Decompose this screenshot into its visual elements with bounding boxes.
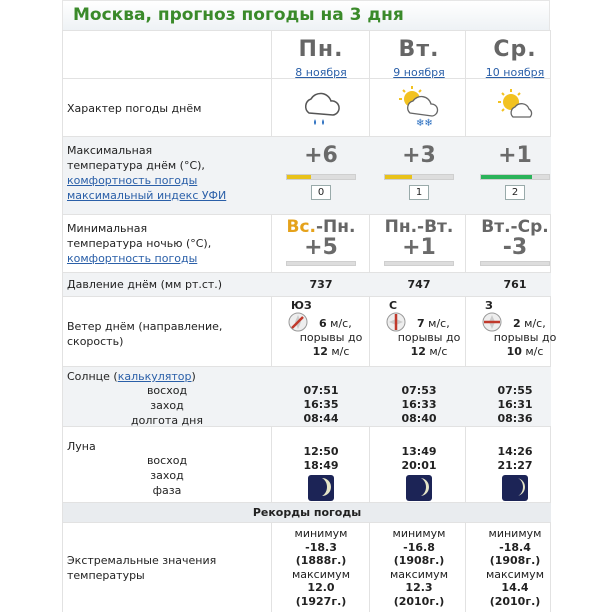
gusts-label: порывы до: [299, 331, 363, 344]
min-record-value: -18.4: [499, 540, 531, 554]
moonrise-time: 12:50: [303, 445, 339, 458]
row-label: [67, 319, 222, 349]
wind-unit: м/с,: [330, 317, 352, 330]
day-name: Вт.: [398, 37, 440, 62]
day-header: [273, 37, 369, 79]
max-record-label: максимум: [486, 567, 544, 581]
wind-speed-value: 2: [513, 317, 521, 330]
min-record-value: -18.3: [305, 540, 337, 554]
day-date-link[interactable]: 10 ноября: [485, 66, 545, 79]
row-label: [67, 143, 226, 203]
max-record-year: (2010г.): [393, 594, 445, 608]
comfort-link[interactable]: комфортность погоды: [67, 252, 198, 265]
max-record-value: 12.3: [405, 581, 433, 594]
uvi-badge: 2: [505, 185, 525, 200]
wind-direction: З: [485, 299, 493, 312]
gusts-unit: м/с: [525, 345, 544, 358]
records-row: [63, 522, 551, 612]
label-line: температура днём (°С),: [67, 159, 205, 172]
pressure-value: 737: [309, 278, 333, 291]
gusts-unit: м/с: [331, 345, 350, 358]
label-line: Максимальная: [67, 144, 153, 157]
wind-speed-value: 6: [319, 317, 327, 330]
gusts-value: 10: [506, 345, 522, 358]
row-label: [67, 553, 216, 583]
title-bar: [62, 0, 550, 30]
day-min-cell: [371, 217, 467, 266]
sun-label: Солнце (калькулятор) восход заход долгота дня: [67, 369, 267, 428]
day-min-cell: [273, 217, 369, 266]
cloud-rain-icon: [273, 87, 369, 133]
sunset-time: 16:35: [303, 398, 339, 411]
min-record-year: (1908г.): [393, 554, 445, 567]
max-record-label: максимум: [390, 567, 448, 581]
comfort-bar: [480, 174, 550, 180]
records-cell: [467, 527, 563, 608]
moon-phase-icon: [502, 475, 528, 501]
sunset-time: 16:31: [497, 398, 533, 411]
night-range-to: -Пн.: [316, 217, 356, 237]
sunrise-label: восход: [146, 384, 188, 397]
day-name: Пн.: [298, 37, 344, 62]
wind-speed: [417, 317, 450, 331]
min-temp: +5: [304, 235, 338, 260]
gusts-value: 12: [410, 345, 426, 358]
min-temp: -3: [502, 235, 528, 260]
sun-cell: [371, 384, 467, 426]
night-comfort-bar: [384, 261, 454, 266]
uvi-link[interactable]: максимальный индекс УФИ: [67, 189, 227, 202]
day-header: [467, 37, 563, 79]
max-temp-row: [63, 136, 551, 214]
night-comfort-bar: [286, 261, 356, 266]
max-temp: +3: [402, 143, 436, 168]
wind-speed: [513, 317, 546, 331]
moonset-time: 21:27: [497, 459, 533, 472]
sun-cell: [273, 384, 369, 426]
records-title: Рекорды погоды: [252, 506, 362, 519]
calculator-link[interactable]: калькулятор: [117, 370, 192, 383]
moonrise-label: восход: [146, 454, 188, 467]
moon-cell: [371, 445, 467, 501]
max-temp: +1: [498, 143, 532, 168]
records-header-row: [63, 502, 551, 522]
label-line: температуры: [67, 569, 145, 582]
moon-phase-icon: [308, 475, 334, 501]
moonset-label: заход: [150, 469, 184, 482]
min-record-label: минимум: [294, 527, 348, 540]
sunrise-time: 07:55: [497, 384, 533, 397]
night-range: [467, 217, 563, 237]
wind-cell: [371, 299, 467, 359]
night-range-to: -Вт.: [417, 217, 454, 237]
max-record-value: 14.4: [501, 581, 529, 594]
sun-row: [63, 366, 551, 426]
daylength-value: 08:36: [497, 412, 533, 425]
uvi-badge: 0: [311, 185, 331, 200]
moonset-time: 18:49: [303, 459, 339, 472]
label-line: температура ночью (°С),: [67, 237, 212, 250]
label-line: Экстремальные значения: [67, 554, 217, 567]
gusts-label: порывы до: [493, 331, 557, 344]
max-record-year: (1927г.): [295, 594, 347, 608]
night-range-from: Вс.: [286, 217, 316, 237]
row-label: [67, 221, 211, 266]
wind-unit: м/с,: [524, 317, 546, 330]
wind-cell: [467, 299, 563, 359]
pressure-value: 761: [503, 278, 527, 291]
night-comfort-bar: [480, 261, 550, 266]
night-range-from: Пн.: [384, 217, 418, 237]
moon-cell: [467, 445, 563, 501]
comfort-bar: [286, 174, 356, 180]
max-temp: +6: [304, 143, 338, 168]
wind-direction: С: [389, 299, 398, 312]
pressure-row: [63, 272, 551, 296]
comfort-bar-fill: [385, 175, 412, 179]
day-max-cell: [273, 143, 369, 200]
label-line: Минимальная: [67, 222, 148, 235]
records-cell: [273, 527, 369, 608]
gusts-label: порывы до: [397, 331, 461, 344]
moon-title: Луна: [67, 440, 96, 453]
wind-direction: ЮЗ: [291, 299, 312, 312]
gusts-value: 12: [312, 345, 328, 358]
wind-unit: м/с,: [428, 317, 450, 330]
day-date-link[interactable]: 8 ноября: [295, 66, 347, 79]
label-line: скорость): [67, 335, 124, 348]
forecast-table: [62, 30, 557, 612]
min-record-value: -16.8: [403, 540, 435, 554]
wind-speed: [319, 317, 352, 331]
night-range: [273, 217, 369, 237]
day-max-cell: [467, 143, 563, 200]
sunrise-time: 07:53: [401, 384, 437, 397]
moon-cell: [273, 445, 369, 501]
min-record-label: минимум: [392, 527, 446, 540]
moonrise-time: 13:49: [401, 445, 437, 458]
comfort-bar-fill: [287, 175, 311, 179]
comfort-link[interactable]: комфортность погоды: [67, 174, 198, 187]
moon-row: [63, 426, 551, 502]
page-title: Москва, прогноз погоды на 3 дня: [73, 5, 404, 25]
daylength-label: долгота дня: [131, 414, 203, 427]
moonset-time: 20:01: [401, 459, 437, 472]
min-record-label: минимум: [488, 527, 542, 540]
phase-label: фаза: [152, 484, 182, 497]
daylength-value: 08:40: [401, 412, 437, 425]
gusts-unit: м/с: [429, 345, 448, 358]
moon-label: [67, 439, 267, 498]
records-cell: [371, 527, 467, 608]
day-min-cell: [467, 217, 563, 266]
svg-text:❄❄: ❄❄: [416, 118, 433, 129]
max-record-year: (2010г.): [489, 594, 541, 608]
moonrise-time: 14:26: [497, 445, 533, 458]
daylength-value: 08:44: [303, 412, 339, 425]
night-range-from: Вт.: [481, 217, 511, 237]
day-header: [371, 37, 467, 79]
label-line: Ветер днём (направление,: [67, 320, 223, 333]
uvi-badge: 1: [409, 185, 429, 200]
max-record-value: 12.0: [307, 581, 335, 594]
sunset-label: заход: [150, 399, 184, 412]
day-date-link[interactable]: 9 ноября: [393, 66, 445, 79]
sun-cloud-icon: [467, 87, 563, 129]
wind-cell: [273, 299, 369, 359]
sun-snow-icon: [371, 85, 467, 133]
weather-character-row: [63, 78, 551, 136]
row-label: Характер погоды днём: [67, 102, 202, 115]
min-record-year: (1888г.): [295, 554, 347, 567]
day-header-row: [63, 30, 551, 78]
max-record-label: максимум: [292, 567, 350, 581]
comfort-bar-fill: [481, 175, 532, 179]
wind-row: [63, 296, 557, 366]
day-name: Ср.: [493, 37, 537, 62]
day-max-cell: [371, 143, 467, 200]
night-range: [371, 217, 467, 237]
moon-phase-icon: [406, 475, 432, 501]
row-label: Давление днём (мм рт.ст.): [67, 278, 223, 291]
min-record-year: (1908г.): [489, 554, 541, 567]
pressure-value: 747: [407, 278, 431, 291]
min-temp-row: [63, 214, 551, 272]
comfort-bar: [384, 174, 454, 180]
wind-speed-value: 7: [417, 317, 425, 330]
sun-cell: [467, 384, 563, 426]
sun-title: Солнце: [67, 370, 110, 383]
min-temp: +1: [402, 235, 436, 260]
sunrise-time: 07:51: [303, 384, 339, 397]
night-range-to: -Ср.: [510, 217, 549, 237]
sunset-time: 16:33: [401, 398, 437, 411]
